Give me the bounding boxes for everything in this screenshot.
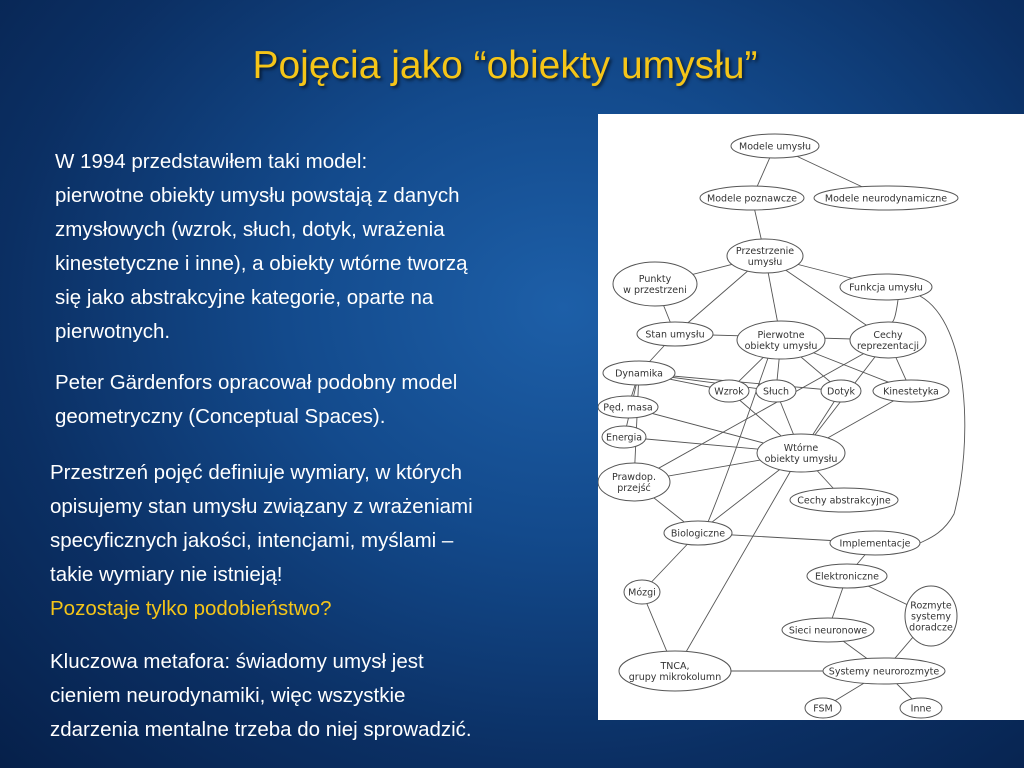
node-wtorne [757, 434, 845, 472]
node-sluch [756, 380, 796, 402]
node-pierwotne [737, 321, 825, 359]
node-label: obiekty umysłu [744, 341, 818, 352]
node-label: Dynamika [615, 368, 663, 380]
node-label: Implementacje [839, 538, 911, 550]
node-label: Rozmyte [910, 600, 952, 612]
text-line: Kluczowa metafora: świadomy umysł jest [50, 650, 424, 673]
node-przestrzenie [727, 239, 803, 273]
node-label: Prawdop. [612, 472, 656, 483]
node-label: Elektroniczne [815, 571, 879, 583]
node-label: Systemy neurorozmyte [828, 666, 940, 678]
node-cechy_abs [790, 488, 898, 512]
node-dynamika [603, 361, 675, 385]
node-label: Modele umysłu [739, 141, 811, 153]
node-label: Przestrzenie [735, 246, 795, 257]
node-energia [602, 426, 646, 448]
node-rozmyte [905, 586, 957, 646]
node-label: Cechy abstrakcyjne [797, 495, 891, 507]
node-label: systemy [911, 611, 951, 623]
text-line: się jako abstrakcyjne kategorie, oparte na [55, 286, 434, 309]
edge-funkcja-to-cechy-rep [890, 300, 898, 323]
node-label: Sieci neuronowe [788, 625, 868, 637]
node-label: Wzrok [714, 386, 744, 398]
node-label: doradcze [909, 622, 953, 634]
node-wzrok [709, 380, 749, 402]
text-line: takie wymiary nie istnieją! [50, 563, 283, 586]
text-line: zdarzenia mentalne trzeba do niej sprowadzić. [50, 718, 472, 741]
node-prawdop [598, 463, 670, 501]
node-label: Dotyk [827, 386, 855, 398]
node-modele_poznawcze [700, 186, 804, 210]
slide-title: Pojęcia jako “obiekty umysłu” [252, 44, 758, 87]
text-line: Peter Gärdenfors opracował podobny model [55, 371, 458, 394]
node-implementacje [830, 531, 920, 555]
paragraph-key-metaphor [50, 645, 472, 747]
edge-wtorne-tnca [675, 453, 801, 671]
node-label: Funkcja umysłu [849, 282, 923, 294]
text-line: pierwotne obiekty umysłu powstają z danych [55, 184, 460, 207]
node-label: Biologiczne [670, 528, 726, 540]
node-funkcja [840, 274, 932, 300]
node-dotyk [821, 380, 861, 402]
node-label: Modele neurodynamiczne [824, 193, 948, 205]
node-punkty [613, 262, 697, 306]
node-sieci [782, 618, 874, 642]
text-line: geometryczny (Conceptual Spaces). [55, 405, 386, 428]
node-stan [637, 322, 713, 346]
node-label: Wtórne [783, 443, 819, 454]
node-label: Punkty [638, 274, 672, 285]
node-label: Kinestetyka [883, 386, 939, 398]
highlight-question: Pozostaje tylko podobieństwo? [50, 597, 332, 620]
text-line: W 1994 przedstawiłem taki model: [55, 150, 368, 173]
text-line: opisujemy stan umysłu związany z wrażeniami [50, 495, 473, 518]
node-label: umysłu [747, 257, 783, 268]
node-label: Pierwotne [757, 330, 805, 341]
node-kinestetyka [873, 380, 949, 402]
node-label: Mózgi [628, 587, 656, 599]
node-label: FSM [813, 703, 833, 715]
node-label: w przestrzeni [623, 285, 687, 296]
node-label: Modele poznawcze [707, 193, 797, 205]
text-line: specyficznych jakości, intencjami, myślami – [50, 529, 454, 552]
node-label: reprezentacji [856, 341, 920, 352]
node-label: Energia [605, 432, 643, 444]
node-label: TNCA, [660, 661, 690, 672]
node-ped [598, 396, 658, 418]
paragraph-model-1994 [55, 145, 467, 349]
text-line: kinestetyczne i inne), a obiekty wtórne tworzą [55, 252, 468, 275]
node-elektroniczne [807, 564, 887, 588]
node-biologiczne [664, 521, 732, 545]
paragraph-concept-space [50, 456, 473, 626]
node-label: Inne [910, 703, 932, 715]
text-line: Przestrzeń pojęć definiuje wymiary, w których [50, 461, 463, 484]
node-modele_umyslu [731, 134, 819, 158]
concept-diagram [598, 114, 1024, 720]
node-fsm [805, 698, 841, 718]
text-line: zmysłowych (wzrok, słuch, dotyk, wrażenia [55, 218, 445, 241]
node-inne [900, 698, 942, 718]
node-label: Cechy [873, 330, 903, 341]
node-label: Pęd, masa [603, 402, 653, 414]
text-line: cieniem neurodynamiki, więc wszystkie [50, 684, 406, 707]
node-label: obiekty umysłu [764, 454, 838, 465]
edge-funkcja-to-implementacje [920, 296, 965, 543]
concept-diagram-svg [598, 114, 1024, 720]
paragraph-gardenfors [55, 366, 457, 434]
text-line: pierwotnych. [55, 320, 171, 343]
node-label: Stan umysłu [645, 329, 705, 341]
node-label: przejść [617, 483, 651, 494]
node-label: grupy mikrokolumn [628, 672, 722, 683]
node-modele_neuro [814, 186, 958, 210]
node-cechy_rep [850, 322, 926, 358]
node-tnca [619, 651, 731, 691]
node-label: Słuch [763, 386, 789, 398]
node-systemy_nr [823, 658, 945, 684]
node-mozgi [624, 580, 660, 604]
